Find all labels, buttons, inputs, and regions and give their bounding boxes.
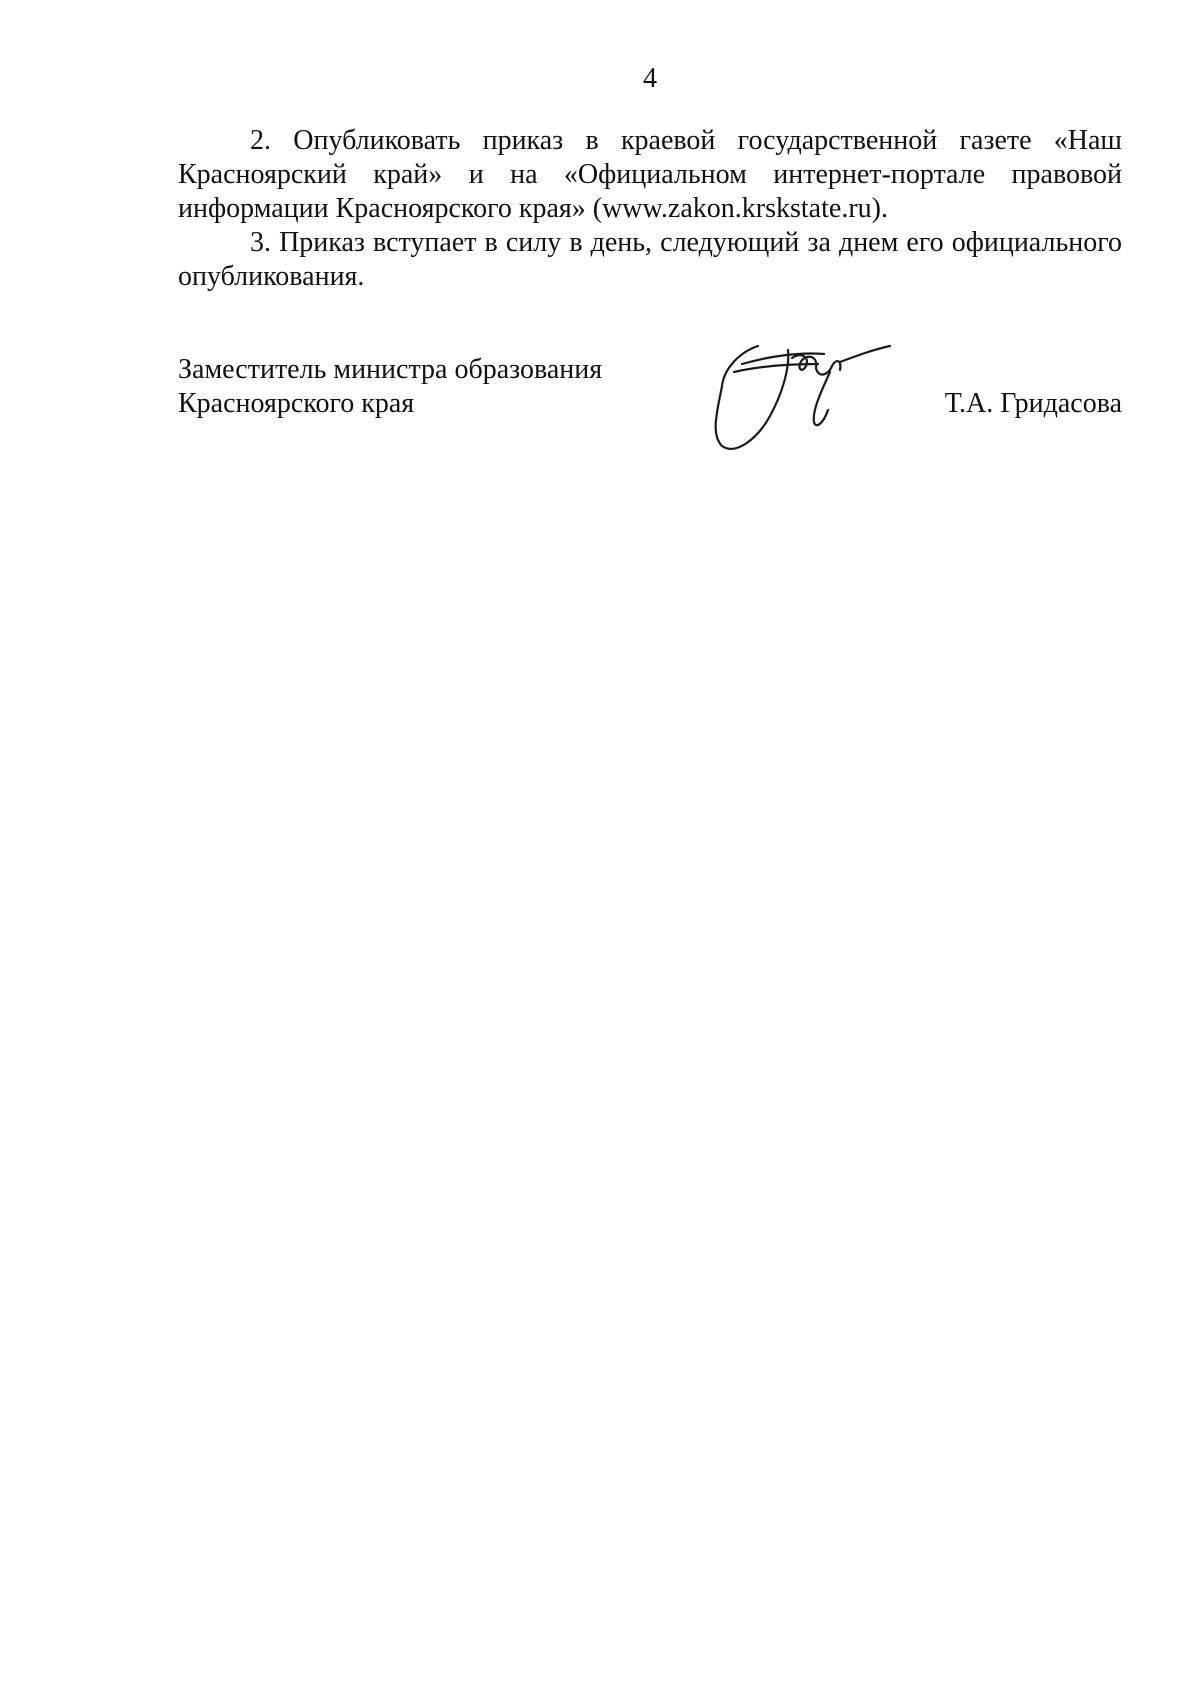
handwritten-signature-icon	[700, 338, 900, 458]
signer-position-line-1: Заместитель министра образования	[178, 354, 603, 385]
page-number: 4	[643, 63, 657, 94]
paragraph-3: 3. Приказ вступает в силу в день, следующий за днем его официального опубликования.	[178, 227, 1122, 292]
signature-block	[178, 353, 1122, 463]
signer-name: Т.А. Гридасова	[944, 388, 1122, 419]
document-body	[178, 124, 1122, 294]
signer-position	[178, 353, 638, 421]
paragraph-2: 2. Опубликовать приказ в краевой государственной газете «Наш Красноярский край» и на «Официальном интернет-портале правовой информации Красноярского края» (www.zakon.krskstate.ru).	[178, 125, 1122, 224]
signer-position-line-2: Красноярского края	[178, 388, 415, 419]
